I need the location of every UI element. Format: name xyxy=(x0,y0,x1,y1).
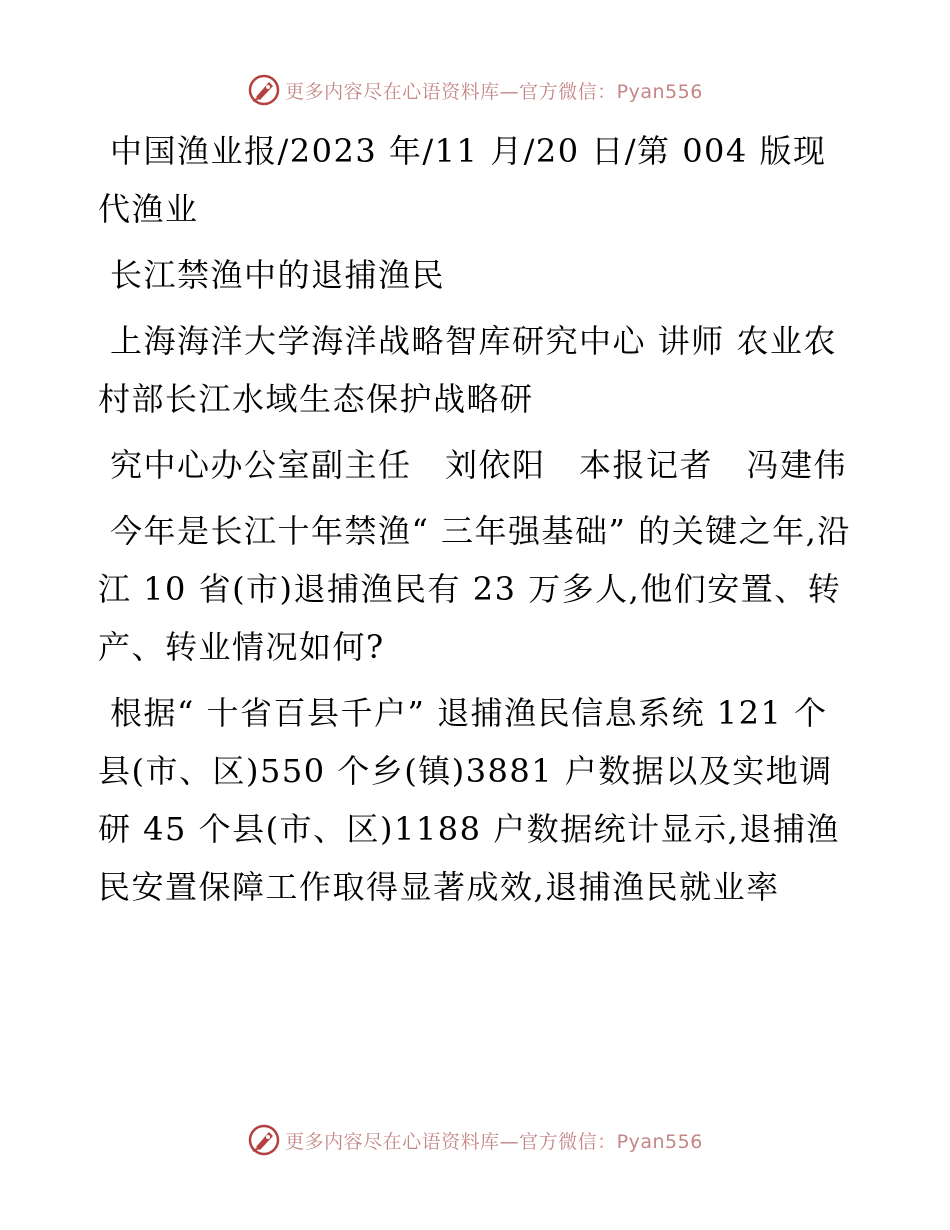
article-title: 长江禁渔中的退捕渔民 xyxy=(110,256,446,294)
footer-banner xyxy=(0,1120,950,1160)
pen-nib-logo-icon xyxy=(247,73,281,107)
footer-banner-text: 更多内容尽在心语资料库—官方微信：Pyan556 xyxy=(285,1130,703,1153)
header-banner xyxy=(0,70,950,110)
header-banner-text: 更多内容尽在心语资料库—官方微信：Pyan556 xyxy=(285,80,703,103)
paragraph-1: 今年是长江十年禁渔“ 三年强基础” 的关键之年,沿江 10 省(市)退捕渔民有 23 万多人,他们安置、转产、转业情况如何? xyxy=(98,512,851,666)
article-body xyxy=(98,122,858,924)
paragraph-2: 根据“ 十省百县千户” 退捕渔民信息系统 121 个县(市、区)550 个乡(镇)3881 户数据以及实地调研 45 个县(市、区)1188 户数据统计显示,退捕渔民安置保障工作取得显著成效,退捕渔民就业率 xyxy=(98,694,840,906)
pen-nib-logo-icon xyxy=(247,1123,281,1157)
author-line-2: 究中心办公室副主任 刘依阳 本报记者 冯建伟 xyxy=(110,446,848,484)
author-line-1: 上海海洋大学海洋战略智库研究中心 讲师 农业农村部长江水域生态保护战略研 xyxy=(98,322,837,418)
source-line: 中国渔业报/2023 年/11 月/20 日/第 004 版现代渔业 xyxy=(98,132,827,228)
